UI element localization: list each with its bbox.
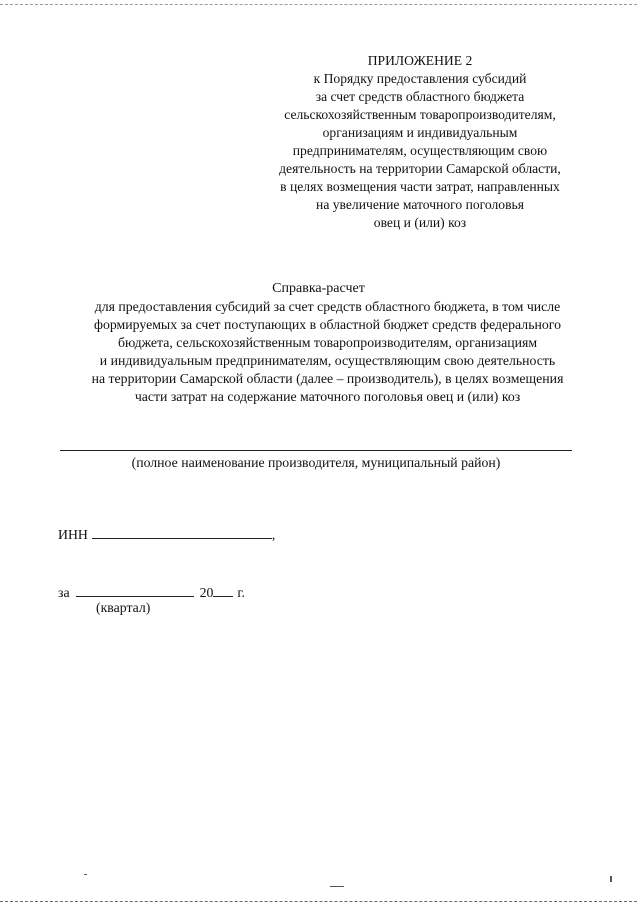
appendix-line: за счет средств областного бюджета bbox=[315, 89, 525, 104]
inn-blank[interactable] bbox=[92, 524, 272, 539]
producer-name-caption: (полное наименование производителя, муниципальный район) bbox=[131, 455, 501, 470]
appendix-line: в целях возмещения части затрат, направленных bbox=[280, 179, 560, 194]
appendix-line: к Порядку предоставления субсидий bbox=[313, 71, 527, 86]
subtitle-line: на территории Самарской области (далее – производитель), в целях возмещения bbox=[91, 371, 564, 386]
subtitle-line: части затрат на содержание маточного поголовья овец и (или) коз bbox=[134, 389, 521, 404]
subtitle-line: для предоставления субсидий за счет средств областного бюджета, в том числе bbox=[94, 299, 561, 314]
year-prefix: 20 bbox=[199, 585, 214, 600]
producer-name-blank[interactable] bbox=[60, 450, 572, 451]
period-prefix: за bbox=[58, 585, 70, 600]
year-suffix: г. bbox=[237, 585, 245, 600]
year-blank[interactable] bbox=[213, 582, 233, 597]
appendix-line: организациям и индивидуальным bbox=[322, 125, 518, 140]
document-subtitle bbox=[40, 298, 615, 406]
scan-speck bbox=[84, 874, 87, 875]
appendix-line: предпринимателям, осуществляющим свою bbox=[292, 143, 548, 158]
period-row bbox=[58, 582, 245, 602]
subtitle-line: бюджета, сельскохозяйственным товаропроизводителям, организациям bbox=[117, 335, 538, 350]
scan-noise bbox=[0, 872, 637, 902]
appendix-line: деятельность на территории Самарской области, bbox=[279, 161, 561, 176]
inn-row bbox=[58, 524, 275, 544]
inn-label: ИНН bbox=[58, 527, 88, 542]
scan-speck bbox=[610, 876, 612, 882]
appendix-line: на увеличение маточного поголовья bbox=[316, 197, 524, 212]
quarter-blank[interactable] bbox=[76, 582, 194, 597]
scan-top-edge bbox=[0, 4, 637, 5]
appendix-line: сельскохозяйственным товаропроизводителям, bbox=[284, 107, 556, 122]
appendix-line: овец и (или) коз bbox=[373, 215, 467, 230]
appendix-title: ПРИЛОЖЕНИЕ 2 bbox=[367, 53, 473, 68]
inn-suffix: , bbox=[271, 527, 276, 542]
subtitle-line: и индивидуальным предпринимателям, осуществляющим свою деятельность bbox=[99, 353, 556, 368]
appendix-header bbox=[250, 52, 590, 232]
document-title: Справка-расчет bbox=[272, 281, 365, 296]
subtitle-line: формируемых за счет поступающих в областной бюджет средств федерального bbox=[94, 317, 561, 332]
scan-speck bbox=[330, 886, 344, 887]
scan-bottom-edge bbox=[0, 901, 637, 902]
quarter-caption: (квартал) bbox=[96, 600, 151, 615]
